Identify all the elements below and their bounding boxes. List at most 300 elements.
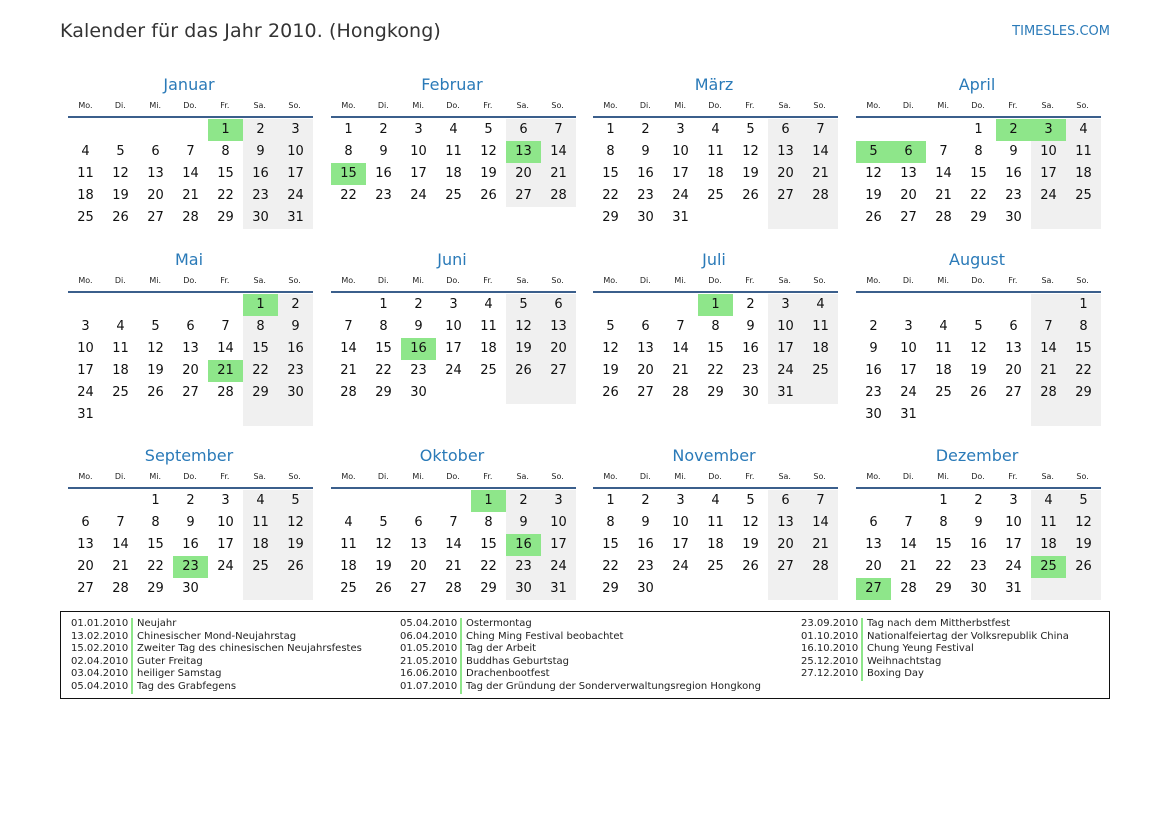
day-cell[interactable]: 17 xyxy=(672,537,689,552)
day-cell[interactable]: 14 xyxy=(340,341,357,356)
day-cell[interactable]: 4 xyxy=(803,294,838,316)
holiday-day[interactable]: 1 xyxy=(243,294,278,316)
day-cell[interactable]: 29 xyxy=(147,581,164,596)
day-cell[interactable]: 2 xyxy=(243,119,278,141)
day-cell[interactable]: 4 xyxy=(484,297,493,312)
day-cell[interactable]: 2 xyxy=(974,493,983,508)
day-cell[interactable]: 7 xyxy=(449,515,458,530)
day-cell[interactable]: 19 xyxy=(375,559,392,574)
day-cell[interactable]: 15 xyxy=(147,537,164,552)
day-cell[interactable]: 15 xyxy=(970,166,987,181)
day-cell[interactable]: 16 xyxy=(637,166,654,181)
day-cell[interactable]: 20 xyxy=(768,534,803,556)
day-cell[interactable]: 5 xyxy=(278,490,313,512)
day-cell[interactable]: 19 xyxy=(112,188,129,203)
day-cell[interactable]: 21 xyxy=(900,559,917,574)
day-cell[interactable]: 11 xyxy=(112,341,129,356)
day-cell[interactable]: 9 xyxy=(641,144,650,159)
day-cell[interactable]: 3 xyxy=(81,319,90,334)
holiday-day[interactable]: 27 xyxy=(856,578,891,600)
day-cell[interactable]: 11 xyxy=(707,144,724,159)
day-cell[interactable]: 30 xyxy=(182,581,199,596)
day-cell[interactable]: 5 xyxy=(746,122,755,137)
day-cell[interactable]: 8 xyxy=(606,515,615,530)
day-cell[interactable]: 8 xyxy=(379,319,388,334)
day-cell[interactable]: 18 xyxy=(707,537,724,552)
holiday-day[interactable]: 16 xyxy=(401,338,436,360)
holiday-day[interactable]: 1 xyxy=(698,294,733,316)
day-cell[interactable]: 24 xyxy=(77,385,94,400)
day-cell[interactable]: 23 xyxy=(278,360,313,382)
day-cell[interactable]: 14 xyxy=(541,141,576,163)
holiday-day[interactable]: 15 xyxy=(331,163,366,185)
day-cell[interactable]: 28 xyxy=(935,210,952,225)
day-cell[interactable]: 19 xyxy=(147,363,164,378)
day-cell[interactable]: 28 xyxy=(541,185,576,207)
day-cell[interactable]: 31 xyxy=(77,407,94,422)
day-cell[interactable]: 25 xyxy=(707,188,724,203)
day-cell[interactable]: 29 xyxy=(375,385,392,400)
day-cell[interactable]: 22 xyxy=(602,188,619,203)
day-cell[interactable]: 6 xyxy=(506,119,541,141)
day-cell[interactable]: 28 xyxy=(217,385,234,400)
day-cell[interactable]: 31 xyxy=(1005,581,1022,596)
day-cell[interactable]: 21 xyxy=(445,559,462,574)
day-cell[interactable]: 29 xyxy=(602,210,619,225)
day-cell[interactable]: 13 xyxy=(147,166,164,181)
day-cell[interactable]: 27 xyxy=(1005,385,1022,400)
day-cell[interactable]: 31 xyxy=(541,578,576,600)
day-cell[interactable]: 14 xyxy=(803,512,838,534)
day-cell[interactable]: 28 xyxy=(1031,382,1066,404)
day-cell[interactable]: 29 xyxy=(480,581,497,596)
day-cell[interactable]: 24 xyxy=(445,363,462,378)
day-cell[interactable]: 9 xyxy=(506,512,541,534)
day-cell[interactable]: 4 xyxy=(449,122,458,137)
day-cell[interactable]: 22 xyxy=(970,188,987,203)
day-cell[interactable]: 18 xyxy=(803,338,838,360)
day-cell[interactable]: 7 xyxy=(541,119,576,141)
day-cell[interactable]: 4 xyxy=(711,493,720,508)
day-cell[interactable]: 27 xyxy=(900,210,917,225)
day-cell[interactable]: 17 xyxy=(1031,163,1066,185)
day-cell[interactable]: 3 xyxy=(768,294,803,316)
day-cell[interactable]: 28 xyxy=(112,581,129,596)
day-cell[interactable]: 22 xyxy=(935,559,952,574)
day-cell[interactable]: 6 xyxy=(81,515,90,530)
holiday-day[interactable]: 1 xyxy=(471,490,506,512)
day-cell[interactable]: 18 xyxy=(340,559,357,574)
day-cell[interactable]: 28 xyxy=(182,210,199,225)
day-cell[interactable]: 5 xyxy=(606,319,615,334)
day-cell[interactable]: 5 xyxy=(1066,490,1101,512)
day-cell[interactable]: 8 xyxy=(939,515,948,530)
holiday-day[interactable]: 13 xyxy=(506,141,541,163)
day-cell[interactable]: 17 xyxy=(672,166,689,181)
day-cell[interactable]: 5 xyxy=(484,122,493,137)
day-cell[interactable]: 26 xyxy=(375,581,392,596)
day-cell[interactable]: 19 xyxy=(742,166,759,181)
day-cell[interactable]: 13 xyxy=(865,537,882,552)
day-cell[interactable]: 25 xyxy=(445,188,462,203)
day-cell[interactable]: 22 xyxy=(602,559,619,574)
day-cell[interactable]: 11 xyxy=(340,537,357,552)
day-cell[interactable]: 14 xyxy=(803,141,838,163)
day-cell[interactable]: 20 xyxy=(147,188,164,203)
day-cell[interactable]: 30 xyxy=(410,385,427,400)
day-cell[interactable]: 7 xyxy=(939,144,948,159)
holiday-day[interactable]: 3 xyxy=(1031,119,1066,141)
day-cell[interactable]: 25 xyxy=(340,581,357,596)
day-cell[interactable]: 30 xyxy=(637,210,654,225)
day-cell[interactable]: 11 xyxy=(935,341,952,356)
day-cell[interactable]: 4 xyxy=(1066,119,1101,141)
day-cell[interactable]: 12 xyxy=(112,166,129,181)
day-cell[interactable]: 6 xyxy=(151,144,160,159)
day-cell[interactable]: 27 xyxy=(410,581,427,596)
day-cell[interactable]: 27 xyxy=(506,185,541,207)
day-cell[interactable]: 19 xyxy=(480,166,497,181)
day-cell[interactable]: 22 xyxy=(243,360,278,382)
day-cell[interactable]: 2 xyxy=(869,319,878,334)
day-cell[interactable]: 7 xyxy=(116,515,125,530)
day-cell[interactable]: 21 xyxy=(340,363,357,378)
day-cell[interactable]: 22 xyxy=(480,559,497,574)
day-cell[interactable]: 18 xyxy=(935,363,952,378)
day-cell[interactable]: 7 xyxy=(1031,316,1066,338)
day-cell[interactable]: 20 xyxy=(1005,363,1022,378)
day-cell[interactable]: 15 xyxy=(707,341,724,356)
day-cell[interactable]: 29 xyxy=(602,581,619,596)
day-cell[interactable]: 29 xyxy=(1066,382,1101,404)
site-link[interactable]: TIMESLES.COM xyxy=(1012,24,1110,39)
day-cell[interactable]: 2 xyxy=(379,122,388,137)
day-cell[interactable]: 18 xyxy=(707,166,724,181)
day-cell[interactable]: 5 xyxy=(746,493,755,508)
day-cell[interactable]: 22 xyxy=(375,363,392,378)
day-cell[interactable]: 4 xyxy=(116,319,125,334)
day-cell[interactable]: 7 xyxy=(904,515,913,530)
day-cell[interactable]: 11 xyxy=(1031,512,1066,534)
day-cell[interactable]: 7 xyxy=(221,319,230,334)
day-cell[interactable]: 23 xyxy=(506,556,541,578)
day-cell[interactable]: 14 xyxy=(1031,338,1066,360)
day-cell[interactable]: 8 xyxy=(344,144,353,159)
day-cell[interactable]: 18 xyxy=(77,188,94,203)
day-cell[interactable]: 26 xyxy=(865,210,882,225)
day-cell[interactable]: 28 xyxy=(445,581,462,596)
day-cell[interactable]: 20 xyxy=(865,559,882,574)
day-cell[interactable]: 29 xyxy=(217,210,234,225)
day-cell[interactable]: 26 xyxy=(742,559,759,574)
day-cell[interactable]: 5 xyxy=(506,294,541,316)
day-cell[interactable]: 12 xyxy=(278,512,313,534)
day-cell[interactable]: 13 xyxy=(410,537,427,552)
day-cell[interactable]: 21 xyxy=(803,534,838,556)
day-cell[interactable]: 22 xyxy=(707,363,724,378)
day-cell[interactable]: 23 xyxy=(1005,188,1022,203)
day-cell[interactable]: 1 xyxy=(606,122,615,137)
day-cell[interactable]: 31 xyxy=(672,210,689,225)
day-cell[interactable]: 29 xyxy=(707,385,724,400)
day-cell[interactable]: 17 xyxy=(1005,537,1022,552)
day-cell[interactable]: 8 xyxy=(1066,316,1101,338)
day-cell[interactable]: 8 xyxy=(221,144,230,159)
day-cell[interactable]: 17 xyxy=(900,363,917,378)
day-cell[interactable]: 26 xyxy=(970,385,987,400)
day-cell[interactable]: 14 xyxy=(217,341,234,356)
day-cell[interactable]: 10 xyxy=(1005,515,1022,530)
holiday-day[interactable]: 25 xyxy=(1031,556,1066,578)
day-cell[interactable]: 15 xyxy=(243,338,278,360)
day-cell[interactable]: 1 xyxy=(974,122,983,137)
day-cell[interactable]: 21 xyxy=(803,163,838,185)
day-cell[interactable]: 15 xyxy=(1066,338,1101,360)
day-cell[interactable]: 1 xyxy=(606,493,615,508)
day-cell[interactable]: 17 xyxy=(445,341,462,356)
day-cell[interactable]: 9 xyxy=(746,319,755,334)
day-cell[interactable]: 2 xyxy=(186,493,195,508)
holiday-day[interactable]: 6 xyxy=(891,141,926,163)
day-cell[interactable]: 2 xyxy=(278,294,313,316)
day-cell[interactable]: 12 xyxy=(970,341,987,356)
day-cell[interactable]: 28 xyxy=(672,385,689,400)
day-cell[interactable]: 19 xyxy=(865,188,882,203)
day-cell[interactable]: 15 xyxy=(935,537,952,552)
day-cell[interactable]: 12 xyxy=(742,515,759,530)
day-cell[interactable]: 11 xyxy=(77,166,94,181)
day-cell[interactable]: 20 xyxy=(637,363,654,378)
day-cell[interactable]: 21 xyxy=(935,188,952,203)
day-cell[interactable]: 12 xyxy=(742,144,759,159)
day-cell[interactable]: 24 xyxy=(410,188,427,203)
day-cell[interactable]: 12 xyxy=(506,316,541,338)
day-cell[interactable]: 2 xyxy=(641,122,650,137)
day-cell[interactable]: 17 xyxy=(77,363,94,378)
day-cell[interactable]: 3 xyxy=(676,493,685,508)
day-cell[interactable]: 25 xyxy=(243,556,278,578)
day-cell[interactable]: 18 xyxy=(112,363,129,378)
day-cell[interactable]: 29 xyxy=(243,382,278,404)
day-cell[interactable]: 16 xyxy=(182,537,199,552)
day-cell[interactable]: 3 xyxy=(676,122,685,137)
day-cell[interactable]: 1 xyxy=(379,297,388,312)
day-cell[interactable]: 10 xyxy=(768,316,803,338)
day-cell[interactable]: 7 xyxy=(344,319,353,334)
day-cell[interactable]: 25 xyxy=(1066,185,1101,207)
day-cell[interactable]: 3 xyxy=(904,319,913,334)
day-cell[interactable]: 9 xyxy=(186,515,195,530)
day-cell[interactable]: 10 xyxy=(77,341,94,356)
day-cell[interactable]: 13 xyxy=(637,341,654,356)
day-cell[interactable]: 21 xyxy=(1031,360,1066,382)
day-cell[interactable]: 8 xyxy=(974,144,983,159)
day-cell[interactable]: 30 xyxy=(742,385,759,400)
day-cell[interactable]: 23 xyxy=(865,385,882,400)
day-cell[interactable]: 11 xyxy=(707,515,724,530)
day-cell[interactable]: 12 xyxy=(1066,512,1101,534)
day-cell[interactable]: 20 xyxy=(506,163,541,185)
day-cell[interactable]: 13 xyxy=(900,166,917,181)
day-cell[interactable]: 3 xyxy=(414,122,423,137)
day-cell[interactable]: 31 xyxy=(900,407,917,422)
day-cell[interactable]: 7 xyxy=(803,119,838,141)
day-cell[interactable]: 13 xyxy=(541,316,576,338)
day-cell[interactable]: 7 xyxy=(803,490,838,512)
day-cell[interactable]: 3 xyxy=(278,119,313,141)
day-cell[interactable]: 10 xyxy=(672,144,689,159)
day-cell[interactable]: 4 xyxy=(344,515,353,530)
day-cell[interactable]: 5 xyxy=(151,319,160,334)
day-cell[interactable]: 9 xyxy=(243,141,278,163)
day-cell[interactable]: 21 xyxy=(672,363,689,378)
day-cell[interactable]: 14 xyxy=(445,537,462,552)
day-cell[interactable]: 10 xyxy=(541,512,576,534)
day-cell[interactable]: 28 xyxy=(340,385,357,400)
holiday-day[interactable]: 1 xyxy=(208,119,243,141)
day-cell[interactable]: 26 xyxy=(112,210,129,225)
day-cell[interactable]: 24 xyxy=(278,185,313,207)
day-cell[interactable]: 5 xyxy=(116,144,125,159)
day-cell[interactable]: 22 xyxy=(217,188,234,203)
holiday-day[interactable]: 2 xyxy=(996,119,1031,141)
day-cell[interactable]: 1 xyxy=(1066,294,1101,316)
day-cell[interactable]: 10 xyxy=(672,515,689,530)
day-cell[interactable]: 19 xyxy=(742,537,759,552)
day-cell[interactable]: 18 xyxy=(1031,534,1066,556)
day-cell[interactable]: 17 xyxy=(541,534,576,556)
day-cell[interactable]: 2 xyxy=(506,490,541,512)
day-cell[interactable]: 8 xyxy=(606,144,615,159)
day-cell[interactable]: 2 xyxy=(746,297,755,312)
day-cell[interactable]: 25 xyxy=(935,385,952,400)
day-cell[interactable]: 11 xyxy=(480,319,497,334)
day-cell[interactable]: 26 xyxy=(506,360,541,382)
day-cell[interactable]: 2 xyxy=(414,297,423,312)
day-cell[interactable]: 23 xyxy=(243,185,278,207)
day-cell[interactable]: 12 xyxy=(480,144,497,159)
day-cell[interactable]: 23 xyxy=(637,188,654,203)
day-cell[interactable]: 23 xyxy=(742,363,759,378)
day-cell[interactable]: 20 xyxy=(900,188,917,203)
holiday-day[interactable]: 5 xyxy=(856,141,891,163)
day-cell[interactable]: 28 xyxy=(803,185,838,207)
day-cell[interactable]: 24 xyxy=(1005,559,1022,574)
day-cell[interactable]: 10 xyxy=(410,144,427,159)
day-cell[interactable]: 24 xyxy=(672,559,689,574)
day-cell[interactable]: 30 xyxy=(506,578,541,600)
day-cell[interactable]: 6 xyxy=(541,294,576,316)
day-cell[interactable]: 20 xyxy=(182,363,199,378)
day-cell[interactable]: 17 xyxy=(768,338,803,360)
day-cell[interactable]: 6 xyxy=(1009,319,1018,334)
day-cell[interactable]: 26 xyxy=(480,188,497,203)
day-cell[interactable]: 19 xyxy=(970,363,987,378)
day-cell[interactable]: 3 xyxy=(449,297,458,312)
day-cell[interactable]: 14 xyxy=(900,537,917,552)
day-cell[interactable]: 8 xyxy=(711,319,720,334)
day-cell[interactable]: 9 xyxy=(379,144,388,159)
day-cell[interactable]: 1 xyxy=(344,122,353,137)
day-cell[interactable]: 30 xyxy=(278,382,313,404)
day-cell[interactable]: 31 xyxy=(768,382,803,404)
day-cell[interactable]: 9 xyxy=(974,515,983,530)
day-cell[interactable]: 16 xyxy=(742,341,759,356)
day-cell[interactable]: 3 xyxy=(221,493,230,508)
day-cell[interactable]: 20 xyxy=(77,559,94,574)
day-cell[interactable]: 27 xyxy=(182,385,199,400)
day-cell[interactable]: 11 xyxy=(243,512,278,534)
day-cell[interactable]: 3 xyxy=(541,490,576,512)
day-cell[interactable]: 22 xyxy=(340,188,357,203)
day-cell[interactable]: 6 xyxy=(768,490,803,512)
day-cell[interactable]: 21 xyxy=(112,559,129,574)
day-cell[interactable]: 8 xyxy=(484,515,493,530)
day-cell[interactable]: 27 xyxy=(77,581,94,596)
day-cell[interactable]: 6 xyxy=(641,319,650,334)
day-cell[interactable]: 16 xyxy=(970,537,987,552)
day-cell[interactable]: 10 xyxy=(900,341,917,356)
day-cell[interactable]: 28 xyxy=(803,556,838,578)
day-cell[interactable]: 19 xyxy=(506,338,541,360)
day-cell[interactable]: 5 xyxy=(974,319,983,334)
day-cell[interactable]: 30 xyxy=(637,581,654,596)
day-cell[interactable]: 16 xyxy=(865,363,882,378)
day-cell[interactable]: 24 xyxy=(900,385,917,400)
day-cell[interactable]: 3 xyxy=(1009,493,1018,508)
day-cell[interactable]: 7 xyxy=(676,319,685,334)
day-cell[interactable]: 15 xyxy=(602,537,619,552)
day-cell[interactable]: 29 xyxy=(970,210,987,225)
day-cell[interactable]: 26 xyxy=(602,385,619,400)
day-cell[interactable]: 25 xyxy=(480,363,497,378)
day-cell[interactable]: 12 xyxy=(375,537,392,552)
day-cell[interactable]: 24 xyxy=(541,556,576,578)
day-cell[interactable]: 23 xyxy=(970,559,987,574)
day-cell[interactable]: 24 xyxy=(1031,185,1066,207)
day-cell[interactable]: 12 xyxy=(865,166,882,181)
day-cell[interactable]: 31 xyxy=(278,207,313,229)
day-cell[interactable]: 16 xyxy=(243,163,278,185)
day-cell[interactable]: 26 xyxy=(742,188,759,203)
day-cell[interactable]: 1 xyxy=(939,493,948,508)
day-cell[interactable]: 8 xyxy=(243,316,278,338)
day-cell[interactable]: 18 xyxy=(480,341,497,356)
day-cell[interactable]: 10 xyxy=(217,515,234,530)
day-cell[interactable]: 26 xyxy=(147,385,164,400)
day-cell[interactable]: 13 xyxy=(1005,341,1022,356)
day-cell[interactable]: 17 xyxy=(217,537,234,552)
day-cell[interactable]: 27 xyxy=(147,210,164,225)
day-cell[interactable]: 9 xyxy=(869,341,878,356)
day-cell[interactable]: 11 xyxy=(1066,141,1101,163)
day-cell[interactable]: 15 xyxy=(602,166,619,181)
day-cell[interactable]: 23 xyxy=(375,188,392,203)
day-cell[interactable]: 1 xyxy=(151,493,160,508)
day-cell[interactable]: 30 xyxy=(1005,210,1022,225)
day-cell[interactable]: 10 xyxy=(1031,141,1066,163)
day-cell[interactable]: 17 xyxy=(278,163,313,185)
day-cell[interactable]: 27 xyxy=(637,385,654,400)
day-cell[interactable]: 9 xyxy=(278,316,313,338)
day-cell[interactable]: 29 xyxy=(935,581,952,596)
day-cell[interactable]: 20 xyxy=(541,338,576,360)
day-cell[interactable]: 16 xyxy=(375,166,392,181)
day-cell[interactable]: 18 xyxy=(445,166,462,181)
day-cell[interactable]: 14 xyxy=(182,166,199,181)
day-cell[interactable]: 14 xyxy=(112,537,129,552)
day-cell[interactable]: 6 xyxy=(768,119,803,141)
